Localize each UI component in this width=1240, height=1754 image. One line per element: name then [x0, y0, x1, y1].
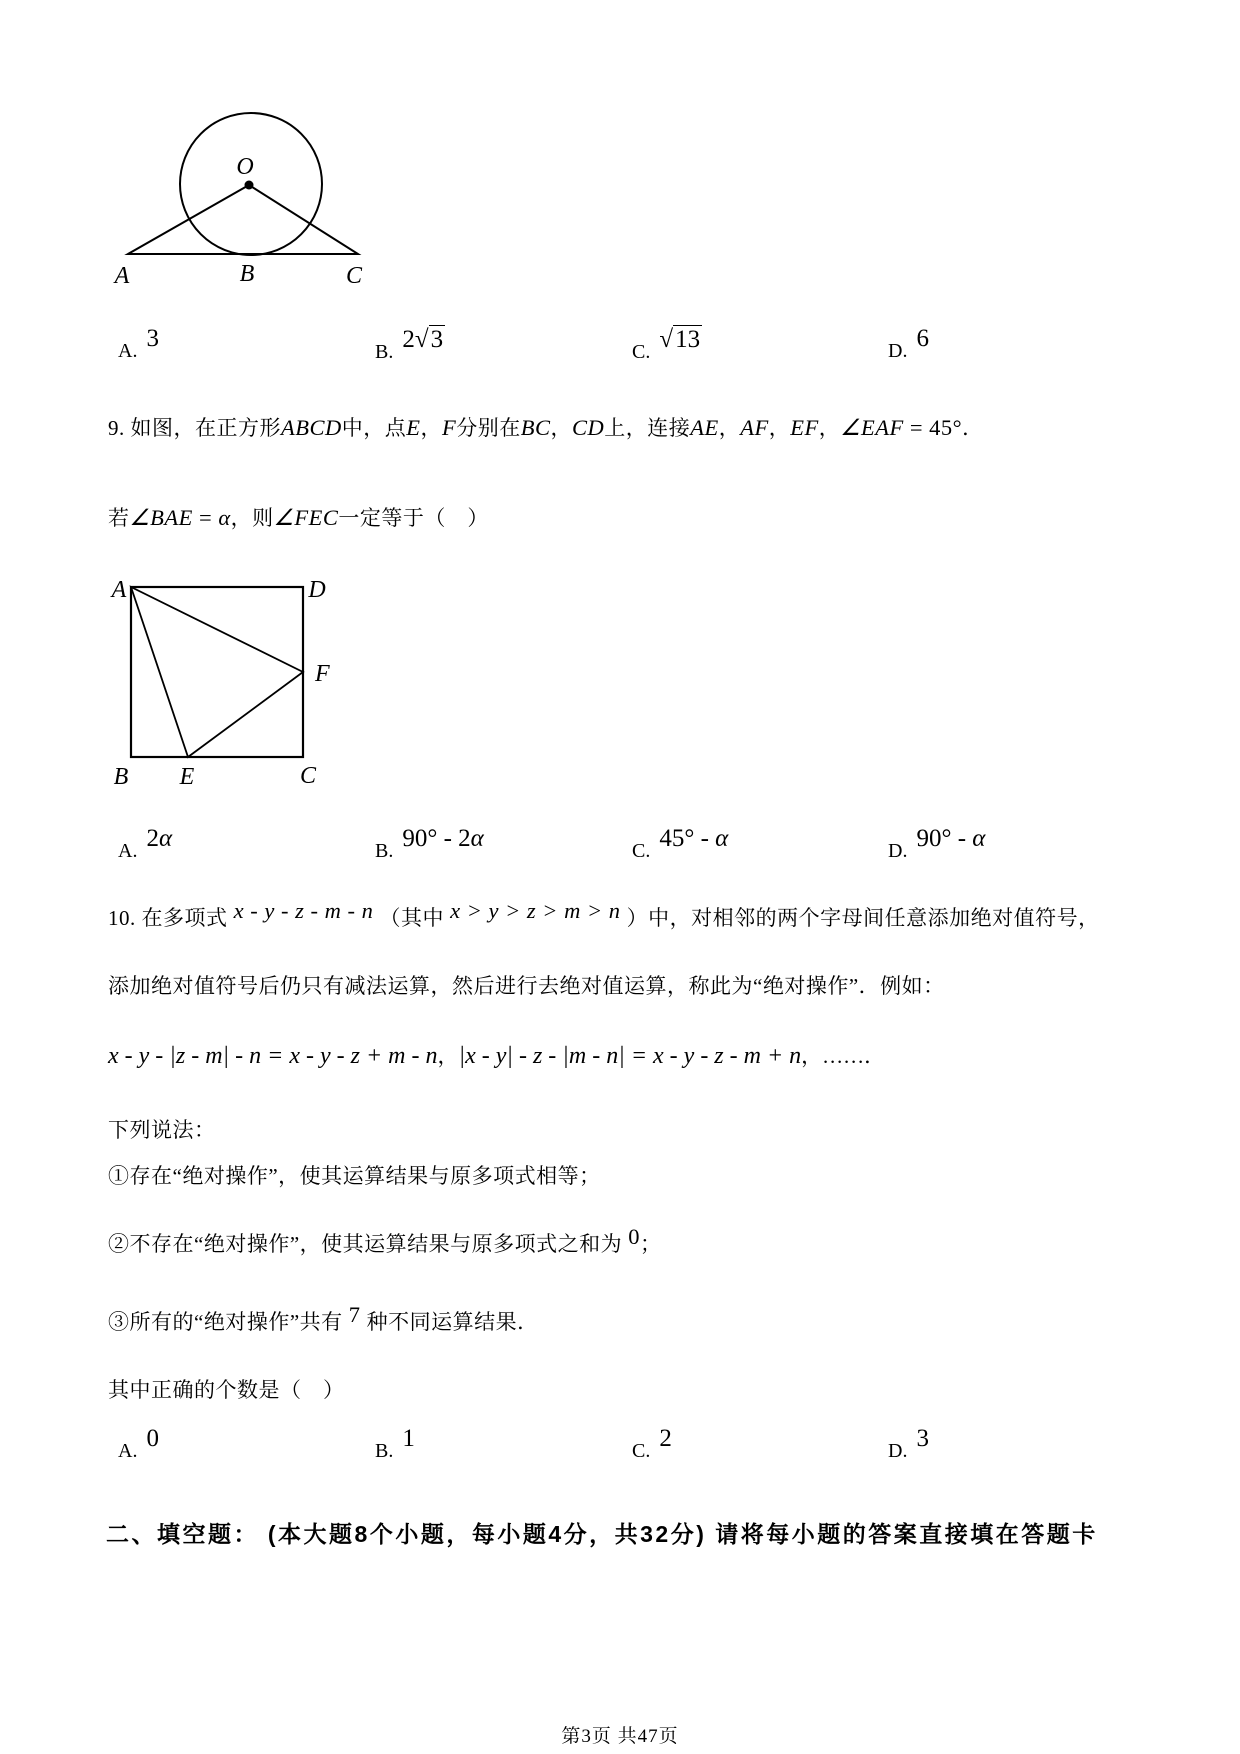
q8-option-c — [632, 326, 702, 365]
section-2-header: 二、填空题： (本大题8个小题，每小题4分，共32分) 请将每小题的答案直接填在答题卡 — [106, 1521, 1098, 1547]
option-value: 0 — [146, 1425, 159, 1452]
q10-option-a — [118, 1425, 159, 1464]
option-value: 90° - 2α — [402, 825, 484, 852]
question-10-statement-1: ①存在“绝对操作”，使其运算结果与原多项式相等； — [108, 1164, 601, 1188]
option-value: 2 — [659, 1425, 672, 1452]
option-value: 6 — [916, 325, 929, 352]
figure-label-O: O — [236, 154, 254, 180]
q9-option-b — [375, 825, 484, 864]
option-value: 3 — [146, 325, 159, 352]
option-value: 90° - α — [916, 825, 986, 852]
option-value: 2α — [146, 825, 173, 852]
question-10-prompt: 其中正确的个数是（ ） — [108, 1378, 345, 1402]
option-letter: D. — [888, 340, 908, 362]
question-10-statement-3: ③所有的“绝对操作”共有 7 种不同运算结果． — [108, 1302, 539, 1334]
figure-label-C: C — [345, 263, 363, 289]
q9-option-c — [632, 825, 729, 864]
option-letter: A. — [118, 1440, 138, 1462]
option-value: √13 — [659, 326, 701, 353]
question-9-text-line-2: 若∠BAE = α，则∠FEC一定等于（ ） — [108, 505, 489, 530]
figure-label-F: F — [315, 661, 330, 687]
q8-option-a — [118, 325, 159, 364]
q10-option-b — [375, 1425, 415, 1464]
option-value: 3 — [916, 1425, 929, 1452]
square-figure — [100, 570, 355, 802]
q10-option-d — [888, 1425, 929, 1464]
figure-label-C: C — [299, 763, 317, 789]
figure-label-E: E — [179, 764, 195, 790]
figure-label-A: A — [111, 577, 127, 603]
question-10-example-formula: x - y - |z - m| - n = x - y - z + m - n，|x - y| - z - |m - n| = x - y - z - m + n，……． — [108, 1043, 886, 1069]
option-value: 45° - α — [659, 825, 729, 852]
question-10-statement-2: ②不存在“绝对操作”，使其运算结果与原多项式之和为 0； — [108, 1224, 662, 1256]
option-letter: B. — [375, 1440, 394, 1462]
triangle-AOC — [128, 185, 358, 254]
circle-triangle-figure — [100, 86, 410, 298]
question-10-text-line-2: 添加绝对值符号后仍只有减法运算，然后进行去绝对值运算，称此为“绝对操作”．例如： — [108, 974, 945, 998]
figure-label-B: B — [113, 764, 129, 790]
q10-option-c — [632, 1425, 672, 1464]
triangle-AEF — [131, 587, 303, 757]
square-ABCD — [131, 587, 303, 757]
option-letter: C. — [632, 341, 651, 363]
q9-option-d — [888, 825, 986, 864]
page-number-footer: 第3页 共47页 — [561, 1726, 679, 1747]
option-letter: B. — [375, 341, 394, 363]
option-letter: C. — [632, 840, 651, 862]
option-value: 2√3 — [402, 326, 444, 353]
q8-option-d — [888, 325, 929, 364]
option-letter: A. — [118, 340, 138, 362]
option-letter: D. — [888, 1440, 908, 1462]
question-10-text-line-1: 10. 在多项式 x - y - z - m - n （其中 x > y > z > m > n ）中，对相邻的两个字母间任意添加绝对值符号， — [108, 898, 1100, 930]
option-letter: C. — [632, 1440, 651, 1462]
option-letter: A. — [118, 840, 138, 862]
q9-option-a — [118, 825, 173, 864]
figure-label-A: A — [114, 263, 130, 289]
q8-option-b — [375, 326, 445, 365]
option-value: 1 — [402, 1425, 415, 1452]
question-10-statements-intro: 下列说法： — [108, 1118, 216, 1142]
option-letter: B. — [375, 840, 394, 862]
option-letter: D. — [888, 840, 908, 862]
center-point-O — [245, 181, 254, 190]
figure-label-D: D — [308, 577, 326, 603]
question-9-text-line-1: 9. 如图，在正方形ABCD中，点E，F分别在BC，CD上，连接AE，AF，EF，∠EAF = 45°． — [108, 415, 984, 440]
figure-label-B: B — [239, 261, 255, 287]
